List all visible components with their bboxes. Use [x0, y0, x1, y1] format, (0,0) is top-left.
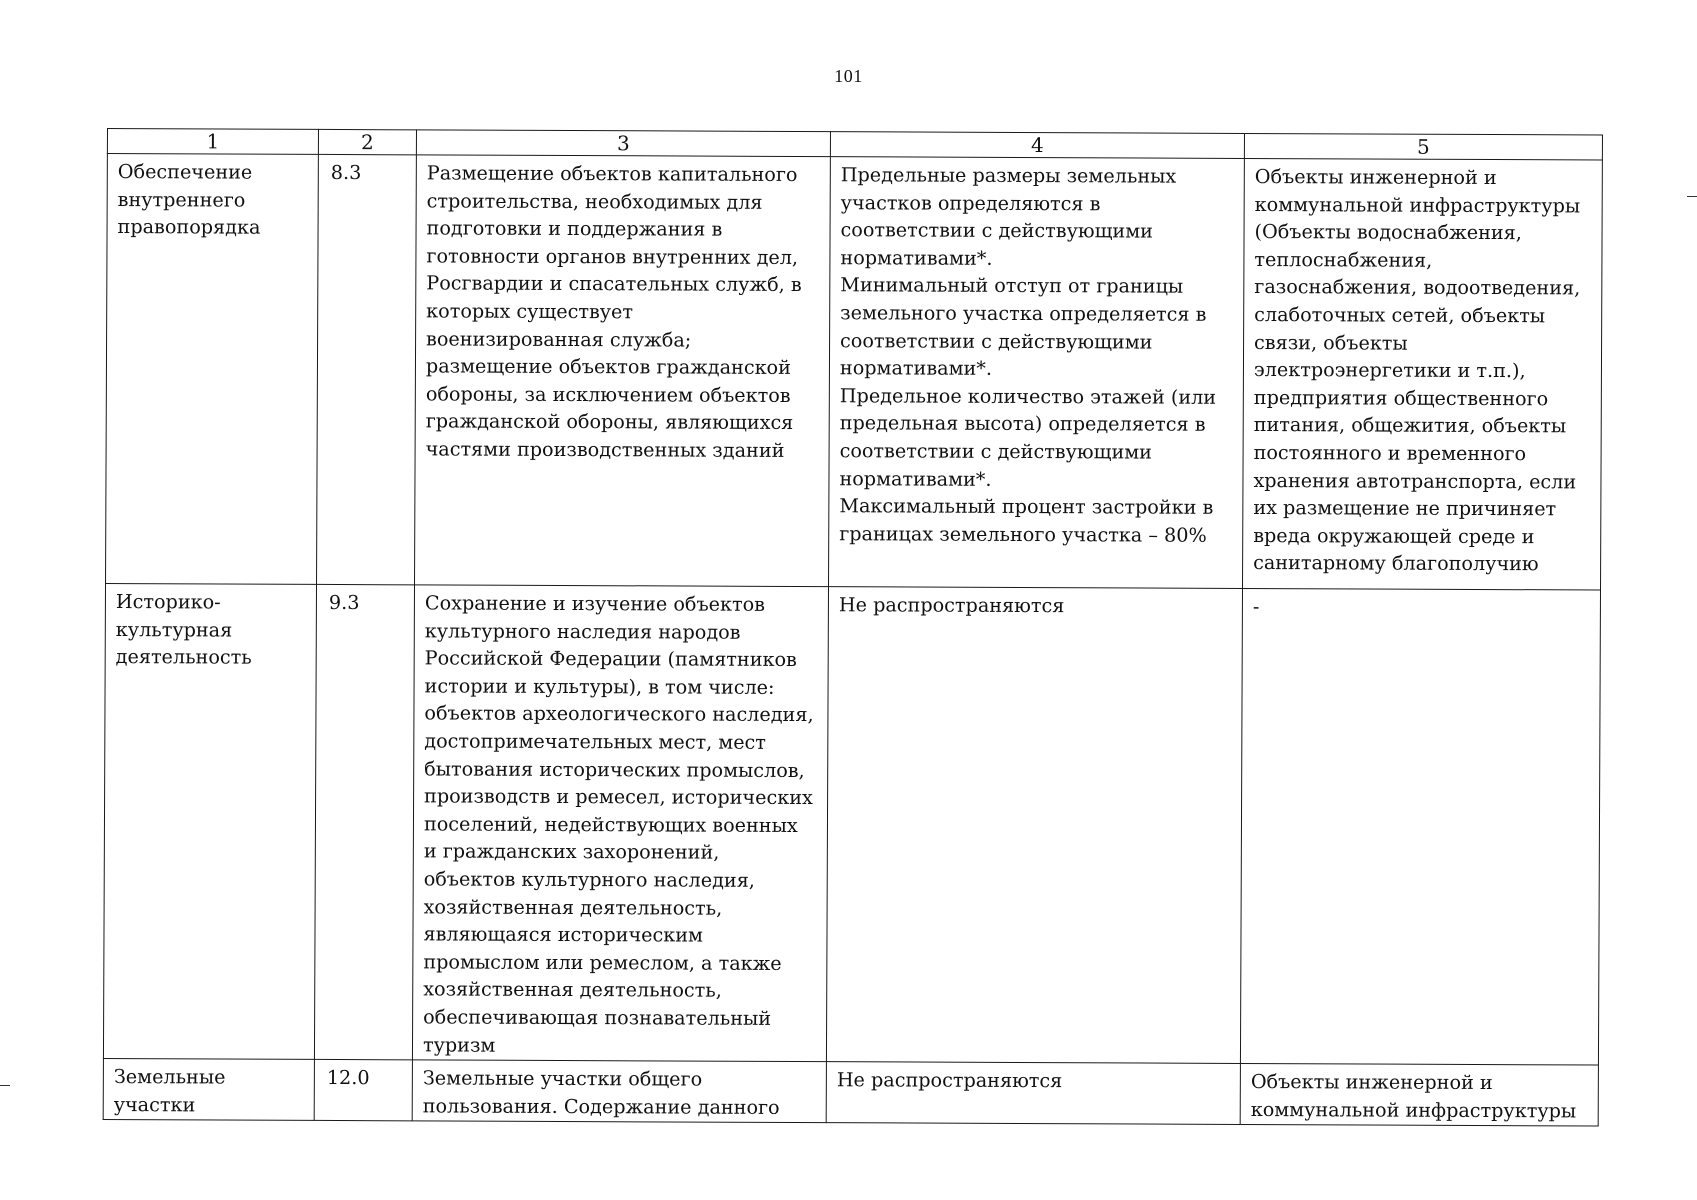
parameters-cell: Не распространяются — [826, 587, 1242, 1064]
column-header: 1 — [107, 129, 318, 155]
land-use-description-cell: Размещение объектов капитального строительства, необходимых для подготовки и поддержания в готовности органов внутренних дел, Росгвардии и спасательных служб, в которых существует военизированная служба; размещение объектов гражданской обороны, за исключением объектов гражданской обороны, являющихся частями производственных зданий — [415, 155, 831, 587]
margin-mark — [1687, 196, 1697, 197]
land-use-code-cell: 9.3 — [314, 584, 414, 1059]
land-use-name-cell: Историко- культурная деятельность — [103, 583, 316, 1059]
land-use-code-cell: 12.0 — [314, 1059, 412, 1120]
zoning-table — [103, 128, 1603, 1127]
parameters-cell: Не распространяются — [826, 1062, 1240, 1125]
land-use-description-cell: Сохранение и изучение объектов культурного наследия народов Российской Федерации (памятников истории и культуры), в том числе: объектов археологического наследия, достопримечательных мест, мест бытования исторических промыслов, производств и ремесел, исторических поселений, недействующих военных и гражданских захоронений, объектов культурного наследия, хозяйственная деятельность, являющаяся историческим промыслом или ремеслом, а также хозяйственная деятельность, обеспечивающая познавательный туризм — [412, 585, 828, 1062]
column-header: 5 — [1244, 133, 1602, 160]
parameters-cell: Предельные размеры земельных участков определяются в соответствии с действующими нормативами*. Минимальный отступ от границы земельного участка определяется в соответствии с действующими нормативами*. Предельное количество этажей (или предельная высота) определяется в соответствии с действующими нормативами*. Максимальный процент застройки в границах земельного участка – 80% — [829, 157, 1245, 589]
land-use-name-cell: Земельные участки — [103, 1058, 314, 1120]
auxiliary-uses-cell: Объекты инженерной и коммунальной инфраструктуры (Объекты водоснабжения, теплоснабжения, газоснабжения, водоотведения, слаботочных сетей, объекты связи, объекты электроэнергетики и т.п.), предприятия общественного питания, общежития, объекты постоянного и временного хранения автотранспорта, если их размещение не причиняет вреда окружающей среде и санитарному благополучию — [1243, 158, 1603, 590]
margin-mark — [0, 1085, 10, 1086]
land-use-name-cell: Обеспечение внутреннего правопорядка — [106, 154, 319, 585]
column-header: 2 — [318, 129, 416, 154]
column-header: 4 — [830, 132, 1244, 159]
auxiliary-uses-cell: Объекты инженерной и коммунальной инфраструктуры — [1240, 1063, 1598, 1126]
auxiliary-uses-cell: - — [1240, 588, 1600, 1065]
column-header: 3 — [416, 130, 830, 157]
land-use-code-cell: 8.3 — [317, 154, 417, 584]
land-use-description-cell: Земельные участки общего пользования. Содержание данного — [412, 1060, 826, 1123]
table-row — [103, 583, 1600, 1065]
table-row — [103, 1058, 1598, 1126]
page-number: 101 — [834, 66, 863, 86]
table-row — [106, 154, 1603, 591]
